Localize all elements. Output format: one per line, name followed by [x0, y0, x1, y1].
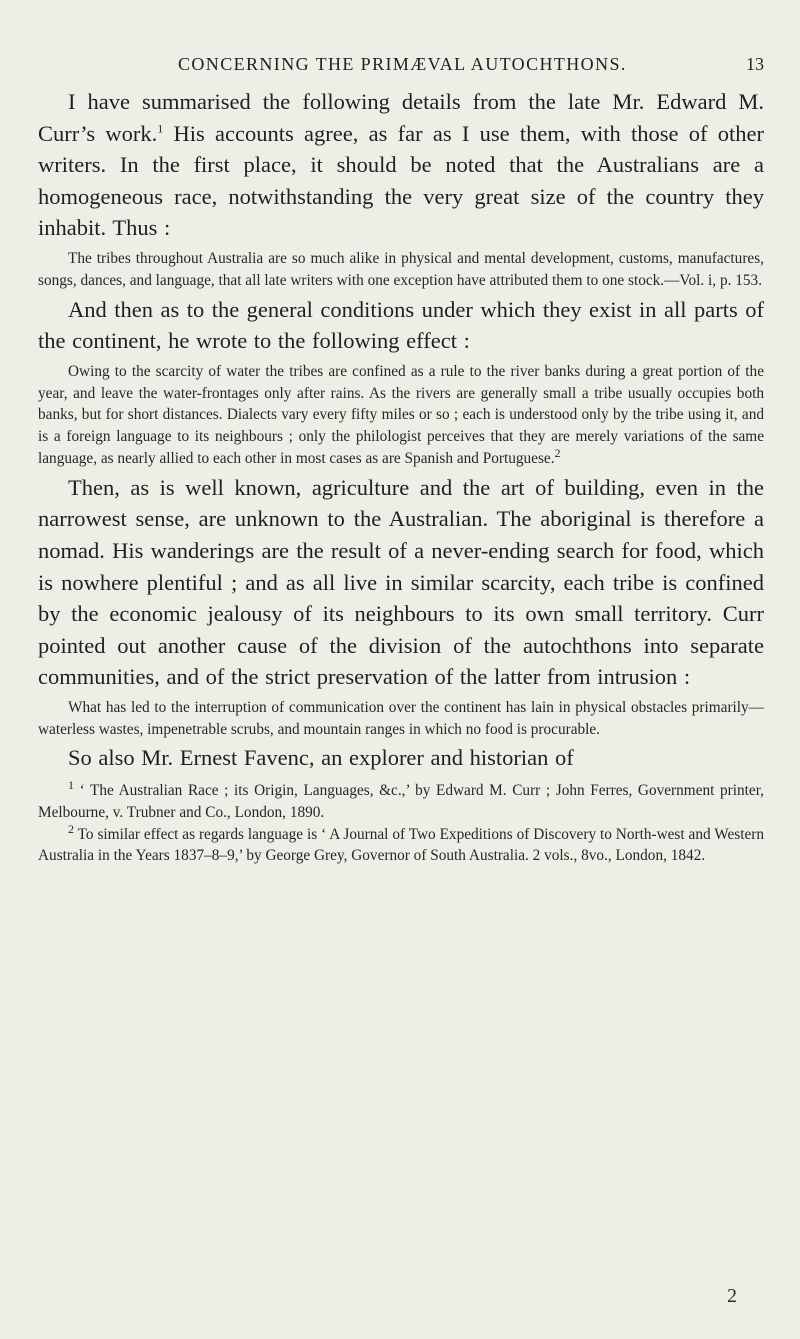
quote-block-3: [38, 697, 764, 741]
intro-paragraph: [38, 86, 764, 244]
quote-block-2: [38, 361, 764, 470]
footnote-2: [38, 821, 764, 868]
quote-block-1: [38, 248, 764, 292]
running-head: [38, 52, 764, 80]
favenc-paragraph: So also Mr. Ernest Favenc, an explorer and historian of: [68, 745, 574, 771]
quote-2: [38, 361, 764, 470]
footnote-2-marker: 2: [68, 821, 74, 836]
quote-3: What has led to the interruption of communication over the continent has lain in physical obstacles primarily—waterless wastes, impenetrable scrubs, and mountain ranges in which no food is procurable.: [38, 698, 764, 738]
intro-continuation: His accounts agree, as far as I use them, with those of other writers. In the first place, it should be noted that the Australians are a homogeneous race, notwithstanding the very great size of the country they inhabit. Thus :: [38, 120, 764, 241]
page-content: [38, 86, 764, 867]
agriculture-paragraph: Then, as is well known, agriculture and the art of building, even in the narrowest sense, are unknown to the Australian. The aboriginal is therefore a nomad. His wanderings are the result of a never-ending search for food, which is nowhere plentiful ; and as all live in similar scarcity, each tribe is confined by the economic jealousy of its neighbours to its own small territory. Curr pointed out another cause of the division of the autochthons into separate communities, and of the strict preservation of the latter from intrusion :: [38, 474, 764, 690]
footnote-1-text: ‘ The Australian Race ; its Origin, Languages, &c.,’ by Edward M. Curr ; John Ferres, Government printer, Melbourne, v. Trubner and Co., London, 1890.: [38, 782, 764, 821]
conditions-paragraph: And then as to the general conditions under which they exist in all parts of the continent, he wrote to the following effect :: [38, 296, 764, 354]
page-number: 13: [746, 54, 764, 74]
footnote-2-text: To similar effect as regards language is ‘ A Journal of Two Expeditions of Discovery to North-west and Western Australia in the Years 1837–8–9,’ by George Grey, Governor of South Australia. 2 vols., 8vo., London, 1842.: [38, 825, 764, 865]
footnote-ref-1: 1: [157, 121, 164, 136]
quote-2-text: Owing to the scarcity of water the tribes are confined as a rule to the river banks during a great portion of the year, and leave the water-frontages only after rains. As the rivers are generally small a tribe usually occupies both banks, but for short distances. Dialects vary every fifty miles or so ; each is understood only by the tribe using it, and is a foreign language to its neighbours ; only the philologist perceives that they are merely variations of the same language, as nearly allied to each other in most cases as are Spanish and Portuguese.: [38, 362, 764, 467]
footnotes: [38, 777, 764, 867]
footnote-1: [38, 777, 764, 824]
running-title: CONCERNING THE PRIMÆVAL AUTOCHTHONS.: [178, 54, 627, 74]
footnote-ref-2: 2: [554, 445, 561, 460]
intro-text: I have summarised the following details from the late Mr. Edward M. Curr’s work.: [38, 89, 764, 146]
quote-1: The tribes throughout Australia are so much alike in physical and mental development, customs, manufactures, songs, dances, and language, that all late writers with one exception have attributed them to one stock.—Vol. i, p. 153.: [38, 249, 764, 289]
footnote-1-marker: 1: [68, 777, 74, 792]
sheet-signature: 2: [727, 1285, 737, 1307]
